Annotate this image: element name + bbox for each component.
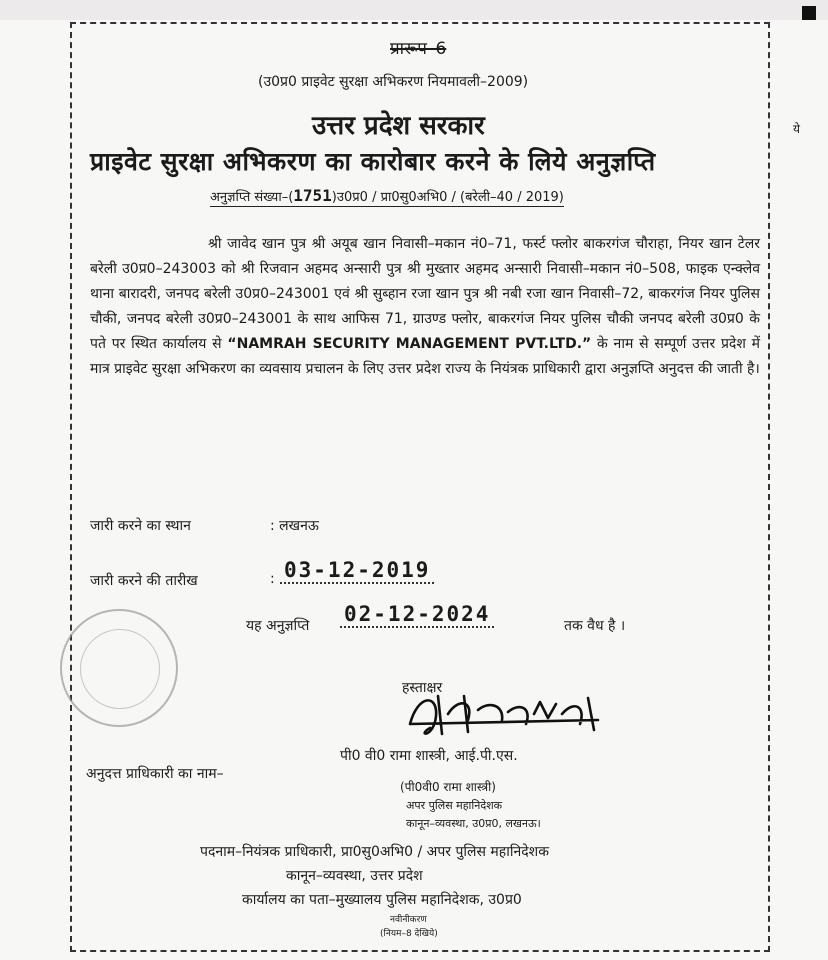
form-number: प्रारूप–6 (390, 39, 447, 59)
renewal-rule: (नियम–8 देखिये) (380, 929, 438, 939)
margin-mark: ये (793, 122, 800, 136)
stamp-department: कानून–व्यवस्था, उ0प्र0, लखनऊ। (406, 817, 541, 830)
designation-line-1: पदनाम–नियंत्रक प्राधिकारी, प्रा0सु0अभि0 / अपर पुलिस महानिदेशक (200, 844, 549, 860)
signature-label: हस्ताक्षर (402, 680, 443, 696)
issue-date-label: जारी करने की तारीख (90, 573, 198, 589)
office-address: कार्यालय का पता–मुख्यालय पुलिस महानिदेशक, उ0प्र0 (242, 892, 522, 908)
body-text-after: के नाम से सम्पूर्ण उत्तर प्रदेश में मात्र प्राइवेट सुरक्षा अभिकरण का व्यवसाय प्रचालन के लिए उत्तर प्रदेश राज्य के नियंत्रक प्राधिकारी द्वारा अनुज्ञप्ति अनुदत्त की जाती है। (90, 336, 761, 377)
government-title: उत्तर प्रदेश सरकार (312, 111, 485, 141)
license-suffix: )उ0प्र0 / प्रा0सु0अभि0 / (बरेली–40 / 2019) (331, 190, 564, 205)
issue-place-value: : लखनऊ (270, 518, 319, 534)
license-body (90, 232, 760, 382)
stamp-name: (पी0वी0 रामा शास्त्री) (400, 780, 496, 794)
scan-top-strip (0, 0, 828, 20)
license-number: 1751 (293, 186, 332, 205)
valid-until-date: 02-12-2024 (340, 602, 494, 628)
authority-name: पी0 वी0 रामा शास्त्री, आई.पी.एस. (340, 748, 518, 764)
stamp-designation: अपर पुलिस महानिदेशक (406, 799, 503, 812)
license-label: अनुज्ञप्ति संख्या–( (210, 190, 294, 205)
company-name: “NAMRAH SECURITY MANAGEMENT PVT.LTD.” (227, 336, 592, 352)
issue-date: 03-12-2019 (280, 558, 434, 584)
authority-label: अनुदत्त प्राधिकारी का नाम– (86, 766, 224, 782)
designation-line-2: कानून–व्यवस्था, उत्तर प्रदेश (286, 868, 423, 884)
document-heading: प्राइवेट सुरक्षा अभिकरण का कारोबार करने के लिये अनुज्ञप्ति (90, 147, 656, 176)
scan-corner-mark (802, 6, 816, 20)
renewal-label: नवीनीकरण (390, 915, 427, 925)
issue-date-colon: : (270, 571, 275, 587)
validity-suffix: तक वैध है । (564, 618, 626, 634)
rules-reference: (उ0प्र0 प्राइवेट सुरक्षा अभिकरण नियमावली–2009) (258, 74, 529, 90)
validity-prefix: यह अनुज्ञप्ति (246, 618, 310, 634)
handwritten-signature (408, 684, 608, 744)
license-number-line (210, 186, 564, 207)
license-document (70, 22, 770, 952)
body-text-before: श्री जावेद खान पुत्र श्री अयूब खान निवासी–मकान नं0–71, फर्स्ट फ्लोर बाकरगंज चौराहा, नियर खान टेलर बरेली उ0प्र0–243003 को श्री रिजवान अहमद अन्सारी पुत्र श्री मुख्तार अहमद अन्सारी निवासी–मकान नं0–508, फाइक एन्क्लेव थाना बारादरी, जनपद बरेली उ0प्र0–243001 एवं श्री सुब्हान रजा खान पुत्र श्री नबी रजा खान निवासी–72, बाकरगंज नियर पुलिस चौकी, जनपद बरेली उ0प्र0–243001 के साथ आफिस 71, ग्राउण्ड फ्लोर, बाकरगंज नियर पुलिस चौकी जनपद बरेली उ0प्र0 के पते पर स्थित कार्यालय से (90, 236, 760, 352)
office-seal (60, 609, 178, 727)
issue-place-label: जारी करने का स्थान (90, 518, 191, 534)
